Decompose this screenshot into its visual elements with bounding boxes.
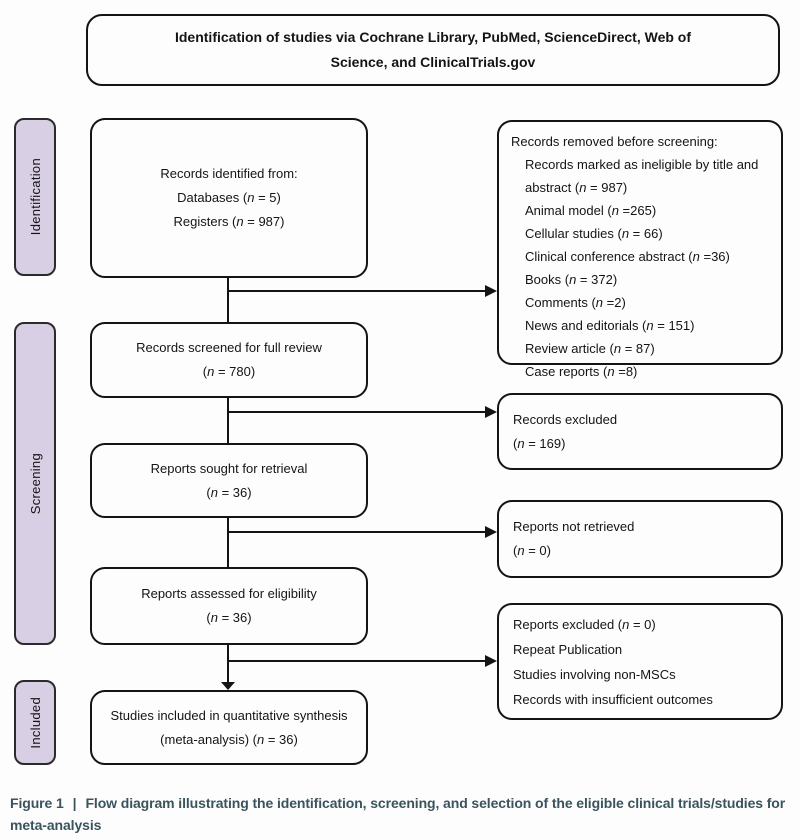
diagram-title: Identification of studies via Cochrane Library, PubMed, ScienceDirect, Web of Science, and ClinicalTrials.gov (174, 29, 692, 70)
figure-caption-separator: | (72, 795, 77, 811)
phase-screening (14, 322, 56, 645)
arrow-to-reports-not-retrieved (228, 531, 486, 533)
box-studies-included-line: (meta-analysis) (n = 36) (160, 731, 298, 747)
arrowhead-right-icon (485, 526, 497, 538)
figure-caption-label: Figure 1 (10, 795, 64, 811)
box-records-removed-header: Records removed before screening: (511, 134, 718, 149)
box-reports-sought-line: (n = 36) (206, 484, 252, 500)
box-records-identified-line: Registers (n = 987) (173, 214, 285, 229)
box-studies-included (90, 690, 368, 765)
arrowhead-right-icon (485, 406, 497, 418)
arrow-to-records-excluded (228, 411, 486, 413)
box-reports-not-retrieved-line: Reports not retrieved (513, 519, 635, 534)
phase-screening-label: Screening (27, 452, 43, 515)
box-studies-included-line: Studies included in quantitative synthesis (110, 707, 348, 723)
arrowhead-down-icon (221, 682, 235, 690)
figure-caption (10, 792, 792, 836)
box-reports-not-retrieved-line: (n = 0) (513, 543, 551, 558)
phase-identification (14, 118, 56, 276)
connector-identified-to-screened (227, 278, 229, 322)
box-reports-assessed (90, 567, 368, 645)
box-reports-excluded-line: Records with insufficient outcomes (513, 691, 713, 707)
box-records-removed-item: Cellular studies (n = 66) (525, 226, 663, 241)
box-reports-excluded-line: Reports excluded (n = 0) (513, 616, 656, 632)
box-records-removed-item: Books (n = 372) (525, 272, 618, 287)
box-records-removed-item: Animal model (n =265) (525, 203, 657, 218)
arrowhead-right-icon (485, 655, 497, 667)
box-records-removed-item: Review article (n = 87) (525, 341, 655, 356)
box-records-screened (90, 322, 368, 398)
box-records-screened-line: (n = 780) (202, 364, 256, 379)
diagram-title-box (86, 14, 780, 86)
box-records-removed-item: Records marked as ineligible by title and abstract (n = 987) (525, 157, 759, 195)
box-records-removed-item: News and editorials (n = 151) (525, 318, 695, 333)
box-records-removed-item: Comments (n =2) (525, 295, 626, 310)
connector-screened-to-sought (227, 398, 229, 443)
connector-assessed-to-included (227, 645, 229, 684)
box-reports-assessed-line: Reports assessed for eligibility (141, 586, 317, 601)
box-reports-sought-line: Reports sought for retrieval (150, 460, 308, 476)
connector-sought-to-assessed (227, 518, 229, 567)
box-records-excluded (497, 393, 783, 470)
box-reports-assessed-line: (n = 36) (206, 610, 252, 625)
box-reports-sought (90, 443, 368, 518)
box-records-screened-line: Records screened for full review (136, 340, 322, 355)
box-records-identified (90, 118, 368, 278)
phase-identification-label: Identification (27, 158, 43, 236)
arrow-to-records-removed (228, 290, 486, 292)
box-records-removed-item: Clinical conference abstract (n =36) (525, 249, 730, 264)
arrow-to-reports-excluded (228, 660, 486, 662)
box-reports-not-retrieved (497, 500, 783, 578)
box-records-removed-item: Case reports (n =8) (525, 364, 638, 379)
phase-included-label: Included (27, 696, 43, 749)
figure-caption-text: Flow diagram illustrating the identification, screening, and selection of the eligible clinical trials/studies for meta-analysis (10, 795, 786, 833)
box-records-identified-line: Records identified from: (160, 166, 298, 181)
box-records-identified-line: Databases (n = 5) (177, 190, 281, 205)
box-reports-excluded (497, 603, 783, 720)
arrowhead-right-icon (485, 285, 497, 297)
box-records-excluded-line: Records excluded (513, 411, 618, 427)
box-records-excluded-line: (n = 169) (513, 435, 566, 451)
box-reports-excluded-line: Repeat Publication (513, 641, 623, 657)
phase-included (14, 680, 56, 765)
box-records-removed (497, 120, 783, 379)
box-reports-excluded-line: Studies involving non-MSCs (513, 666, 676, 682)
